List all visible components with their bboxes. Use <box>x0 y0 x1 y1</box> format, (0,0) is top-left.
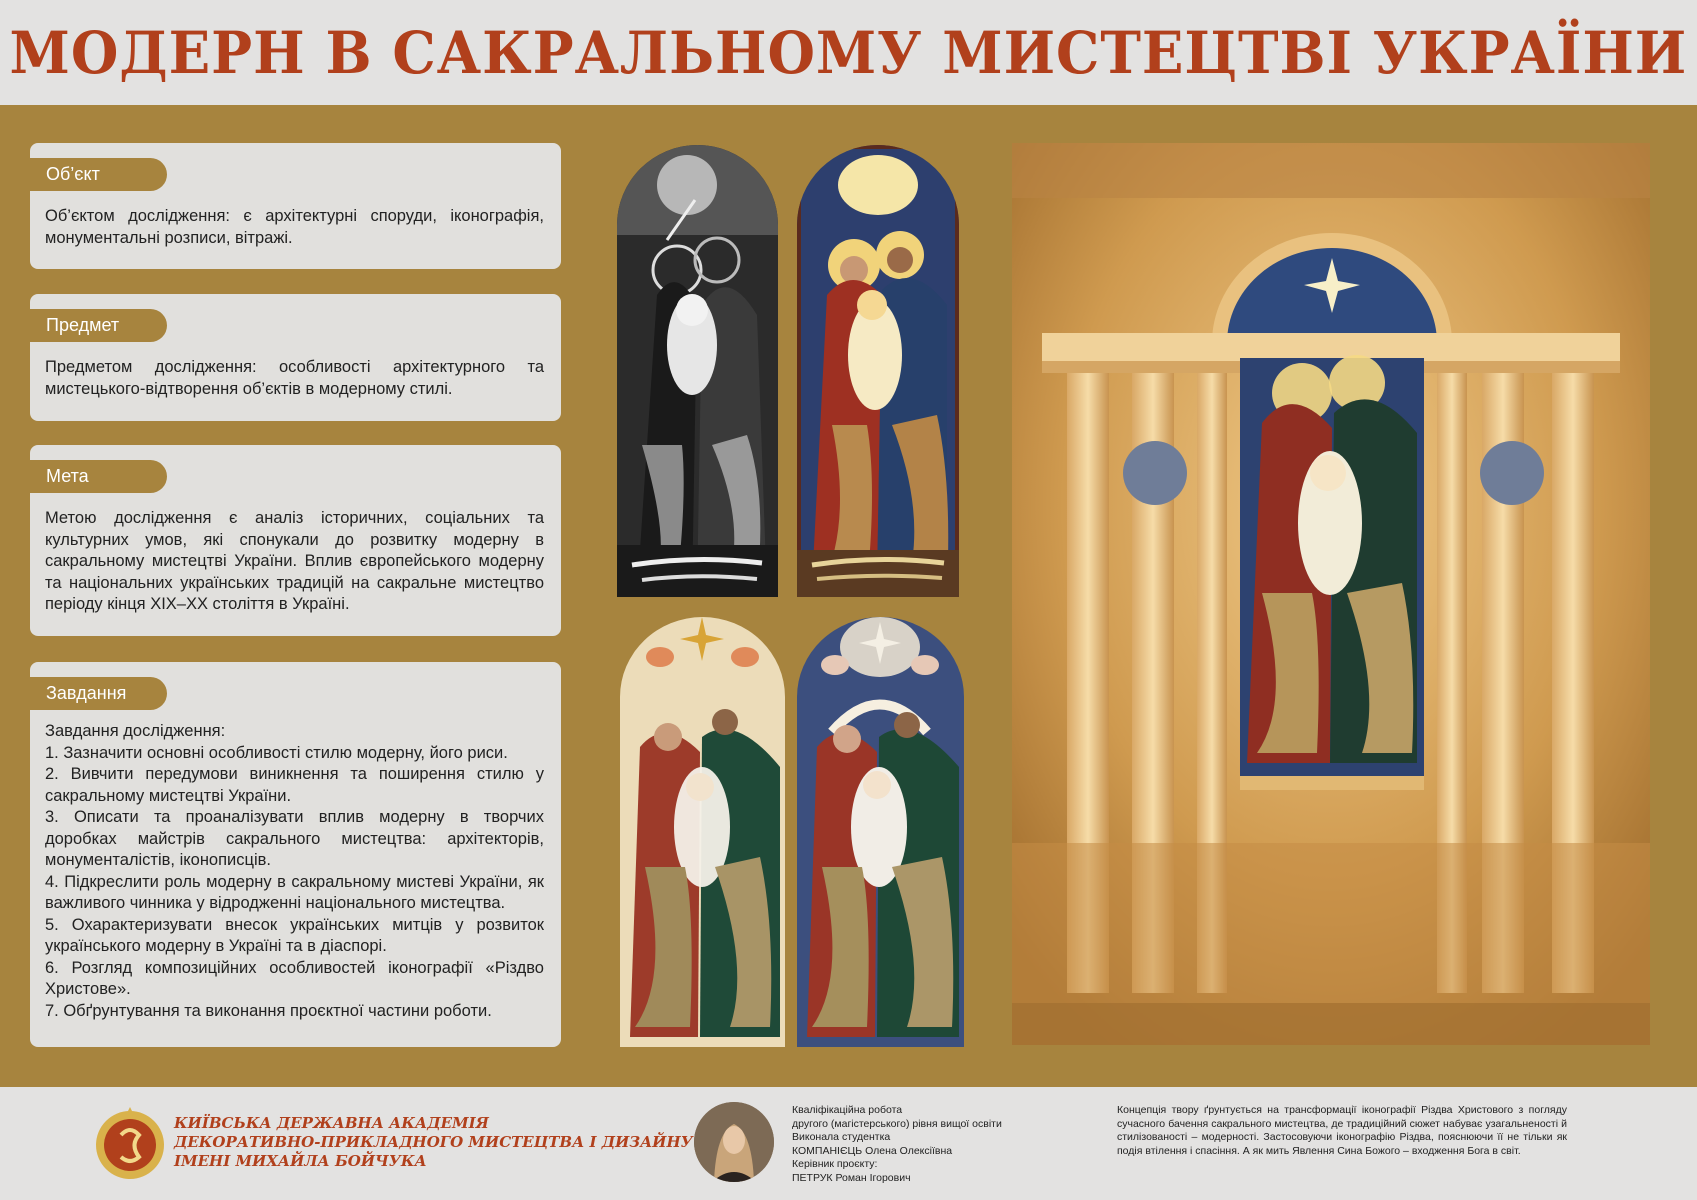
card-text-goal: Метою дослідження є аналіз історичних, соціальних та культурних умов, які спонукали до розвитку модерну в сакральному мистецтві України. Вплив європейського модерну та національних українських традицій на сакральне мистецтво періоду кінця ХІХ–ХХ століття в Україні. <box>45 509 544 613</box>
concept-text: Концепція твору ґрунтується на трансформації іконографії Різдва Христового з погляду сучасного бачення сакрального мистецтва, де традиційний сюжет набуває узагальненості й стилізованості – модерності. Застосовуючи іконографію Різдва, пояснюючи її не тільки як подія втілення і спасіння. А як мить Явлення Сина Божого – входження Бога в світ. <box>1117 1104 1567 1157</box>
card-tab-goal: Мета <box>30 460 167 493</box>
header <box>0 0 1697 105</box>
academy-logo <box>93 1105 167 1181</box>
credits-line: Виконала студентка <box>792 1131 891 1143</box>
card-tab-object: Об’єкт <box>30 158 167 191</box>
academy-name <box>174 1114 693 1171</box>
card-text-tasks <box>45 721 544 1022</box>
academy-name-line: ІМЕНІ МИХАЙЛА БОЙЧУКА <box>174 1152 427 1170</box>
nativity-panel-color-sketch <box>797 145 959 597</box>
credits-line: другого (магістерського) рівня вищої освіти <box>792 1117 1002 1130</box>
card-text-object: Об’єктом дослідження: є архітектурні споруди, іконографія, монументальні розписи, вітражі. <box>45 207 544 247</box>
church-interior-render <box>1012 143 1650 1045</box>
credits-line: ПЕТРУК Роман Ігорович <box>792 1171 911 1184</box>
academy-name-line: КИЇВСЬКА ДЕРЖАВНА АКАДЕМІЯ <box>174 1114 489 1132</box>
tasks-intro: Завдання дослідження: <box>45 722 226 740</box>
card-tasks <box>30 662 561 1047</box>
nativity-panel-light <box>620 617 785 1047</box>
card-object <box>30 143 561 269</box>
card-subject <box>30 294 561 421</box>
credits-line: КОМПАНІЄЦЬ Олена Олексіївна <box>792 1144 953 1157</box>
card-goal <box>30 445 561 636</box>
academy-name-line: ДЕКОРАТИВНО-ПРИКЛАДНОГО МИСТЕЦТВА І ДИЗАЙНУ <box>174 1133 693 1151</box>
nativity-panel-grayscale <box>617 145 778 597</box>
task-item: 1. Зазначити основні особливості стилю модерну, його риси. <box>45 743 508 762</box>
credits-line: Кваліфікаційна робота <box>792 1104 903 1116</box>
page-title: МОДЕРН В САКРАЛЬНОМУ МИСТЕЦТВІ УКРАЇНИ <box>9 18 1688 87</box>
task-item: 4. Підкреслити роль модерну в сакральному мистеві України, як важливого чинника у відродженні національного мистецтва. <box>45 872 544 912</box>
credits-line: Керівник проєкту: <box>792 1158 878 1170</box>
nativity-panel-blue <box>797 617 964 1047</box>
task-item: 2. Вивчити передумови виникнення та поширення стилю у сакральному мистецтві України. <box>45 765 544 805</box>
task-item: 7. Обґрунтування та виконання проєктної частини роботи. <box>45 1001 492 1020</box>
card-text-subject: Предметом дослідження: особливості архітектурного та мистецького-відтворення об’єктів в модерному стилі. <box>45 358 544 398</box>
task-item: 5. Охарактеризувати внесок українських митців у розвиток українського модерну в Україні та в діаспорі. <box>45 915 544 955</box>
task-item: 6. Розгляд композиційних особливостей іконографії «Різдво Христове». <box>45 958 544 998</box>
card-tab-subject: Предмет <box>30 309 167 342</box>
task-item: 3. Описати та проаналізувати вплив модерну в творчих доробках майстрів сакрального мистецтва: архітекторів, монументалістів, іконописців. <box>45 808 544 869</box>
student-avatar <box>694 1102 774 1182</box>
card-tab-tasks: Завдання <box>30 677 167 710</box>
credits <box>792 1104 1002 1185</box>
